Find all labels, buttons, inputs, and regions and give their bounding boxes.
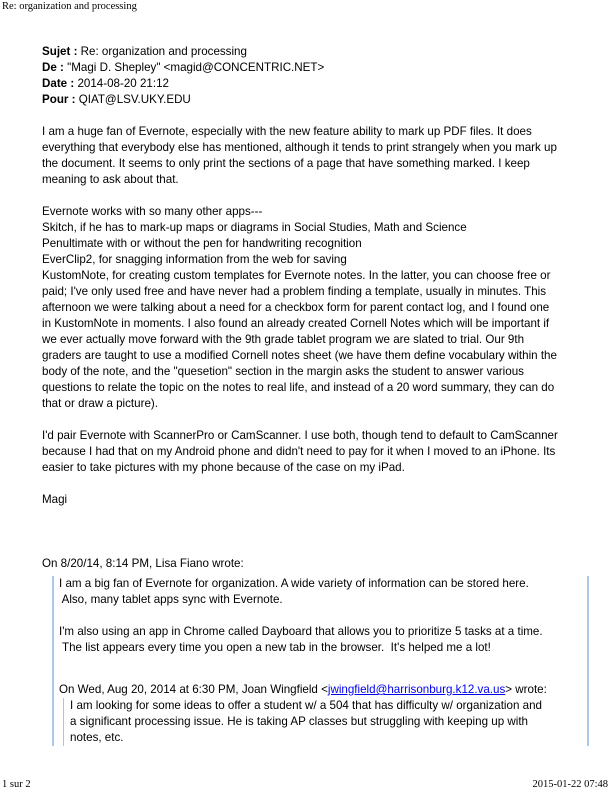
to-label: Pour : [42,93,76,106]
text-line: body of the note, and the "quesetion" section in the margin asks the student to answer various [42,365,524,378]
text-line: easier to take pictures with my phone because of the case on my iPad. [42,461,405,474]
quote2-attribution-suffix: > wrote: [505,683,547,696]
email-content [42,44,578,746]
text-line: meaning to ask about that. [42,173,179,186]
text-line: Evernote works with so many other apps--- [42,205,263,218]
from-value: "Magi D. Shepley" <magid@CONCENTRIC.NET> [67,61,325,74]
text-line: notes, etc. [70,731,124,744]
body-paragraph-2 [42,204,578,412]
text-line: a significant processing issue. He is taking AP classes but struggling with keeping up with [70,715,528,728]
email-link[interactable]: jwingfield@harrisonburg.k12.va.us [327,683,506,696]
email-header-block [42,44,578,108]
text-line: Penultimate with or without the pen for handwriting recognition [42,237,362,250]
quote1-attribution: On 8/20/14, 8:14 PM, Lisa Fiano wrote: [42,557,244,570]
text-line: Skitch, if he has to mark-up maps or diagrams in Social Studies, Math and Science [42,221,467,234]
text-line: afternoon we were talking about a need for a checkbox form for parent contact log, and I found one [42,301,550,314]
quote2-attribution-prefix: On Wed, Aug 20, 2014 at 6:30 PM, Joan Wingfield < [59,683,328,696]
text-line: KustomNote, for creating custom templates for Evernote notes. In the latter, you can choose free or [42,269,551,282]
date-label: Date : [42,77,75,90]
text-line: paid; I've only used free and have never had a problem finding a template, usually in minutes. This [42,285,547,298]
text-line: Also, many tablet apps sync with Evernote. [59,593,283,606]
quoted-message-2 [63,698,583,746]
text-line: graders are taught to use a modified Cornell notes sheet (we have them define vocabulary within the [42,349,557,362]
text-line: EverClip2, for snagging information from the web for saving [42,253,347,266]
spacer [42,508,578,556]
from-label: De : [42,61,64,74]
quote1-paragraph-2 [59,624,583,656]
text-line: in KustomNote in moments. I also found an already created Cornell Notes which will be important if [42,317,550,330]
text-line: I am looking for some ideas to offer a student w/ a 504 that has difficulty w/ organization and [70,699,542,712]
date-row [42,76,578,92]
text-line: I'd pair Evernote with ScannerPro or CamScanner. I use both, though tend to default to CamScanner [42,429,558,442]
quote2-attribution [59,682,583,698]
text-line: we ever actually move forward with the 9th grade tablet program we are slated to trial. Our 9th [42,333,525,346]
subject-row [42,44,578,60]
date-value: 2014-08-20 21:12 [77,77,169,90]
to-value: QIAT@LSV.UKY.EDU [78,93,191,106]
text-line: I am a huge fan of Evernote, especially with the new feature ability to mark up PDF files. It does [42,125,532,138]
print-datetime: 2015-01-22 07:48 [532,779,608,790]
text-line: that or draw a picture). [42,397,158,410]
from-row [42,60,578,76]
subject-value: Re: organization and processing [80,45,247,58]
text-line: the document. It seems to only print the sections of a page that have something marked. I keep [42,157,530,170]
text-line: I am a big fan of Evernote for organization. A wide variety of information can be stored here. [59,577,529,590]
text-line: because I had that on my Android phone and didn't need to pay for it when I moved to an iPhone. Its [42,445,556,458]
text-line: I'm also using an app in Chrome called Dayboard that allows you to prioritize 5 tasks at a time. [59,625,543,638]
to-row [42,92,578,108]
subject-label: Sujet : [42,45,78,58]
quote1-paragraph-1 [59,576,583,608]
body-paragraph-3 [42,428,578,476]
text-line: The list appears every time you open a new tab in the browser. It's helped me a lot! [59,641,491,654]
text-line: questions to relate the topic on the notes to real life, and instead of a 20 word summary, they can do [42,381,555,394]
quoted-message-1 [52,576,589,746]
signature: Magi [42,493,68,506]
page-number: 1 sur 2 [2,779,31,790]
text-line: everything that everybody else has mentioned, although it tends to print strangely when you mark up [42,141,557,154]
body-paragraph-1 [42,124,578,188]
print-header: Re: organization and processing [2,1,137,12]
